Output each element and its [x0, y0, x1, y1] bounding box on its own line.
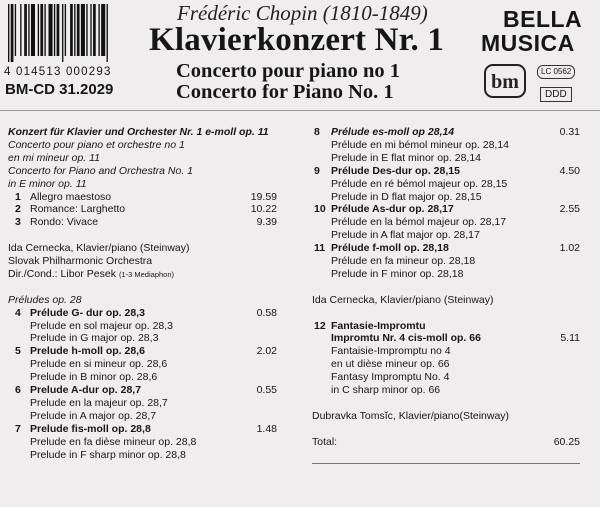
logo-text: bm	[491, 71, 519, 93]
track-line	[8, 255, 152, 268]
track-line	[30, 345, 145, 358]
track-text: Slovak Philharmonic Orchestra	[8, 255, 153, 267]
track-duration: 0.58	[256, 306, 277, 319]
track-line	[8, 139, 185, 152]
barcode-bar	[24, 4, 27, 56]
track-text: Prélude en la bémol majeur op. 28,17	[331, 216, 507, 229]
barcode-bar	[28, 4, 29, 56]
track-line	[30, 423, 151, 436]
track-text: Prelude in A flat major op. 28,17	[331, 229, 480, 242]
track-text: Impromtu Nr. 4 cis-moll op. 66	[331, 332, 481, 345]
track-duration: 4.50	[559, 164, 580, 177]
barcode-bar	[90, 4, 91, 56]
track-text: Prelude in E flat minor op. 28,14	[331, 151, 482, 164]
track-duration: 60.25	[553, 435, 580, 448]
track-text: in E minor op. 11	[8, 177, 87, 190]
track-duration: 0.55	[256, 384, 277, 396]
track-line	[331, 320, 426, 333]
barcode-bar	[98, 4, 99, 56]
track-line	[331, 165, 460, 178]
track-text: in C sharp minor op. 66	[331, 384, 441, 396]
track-line	[30, 332, 158, 345]
track-line	[331, 216, 506, 229]
track-line	[8, 268, 174, 281]
track-text: Concerto pour piano et orchestre no 1	[8, 138, 185, 151]
track-text: Ida Cernecka, Klavier/piano (Steinway)	[312, 293, 494, 306]
track-line	[30, 449, 186, 462]
barcode-bar	[49, 4, 53, 56]
track-text: Prélude en mi bémol mineur op. 28,14	[331, 138, 510, 151]
track-line	[331, 126, 454, 139]
brand-line-1: BELLA	[503, 6, 583, 32]
track-text: Fantasie-Impromtu	[331, 319, 426, 332]
track-text: Prélude G- dur op. 28,3	[30, 306, 145, 319]
track-line	[331, 255, 475, 268]
track-text: Prélude f-moll op. 28,18	[331, 242, 449, 255]
track-text: Allegro maestoso	[30, 190, 112, 203]
barcode-bar	[70, 4, 73, 56]
track-duration: 10.22	[250, 203, 277, 216]
track-line	[30, 371, 157, 384]
track-line	[8, 126, 269, 139]
track-line	[8, 178, 87, 191]
track-text: Prelude in F sharp minor op. 28,8	[30, 448, 186, 461]
track-line	[331, 358, 450, 371]
track-number: 8	[314, 126, 320, 138]
track-line	[30, 191, 111, 204]
track-text: Prelude in B minor op. 28,6	[30, 371, 158, 384]
track-line	[331, 332, 481, 345]
label-brand	[481, 7, 582, 55]
track-line	[30, 384, 141, 397]
track-line	[331, 152, 481, 165]
track-text: Prelude en si mineur op. 28,6	[30, 358, 168, 371]
track-line	[30, 216, 98, 229]
track-line	[30, 410, 156, 423]
track-line	[30, 397, 168, 410]
barcode-bar	[31, 4, 35, 56]
barcode-bar	[57, 4, 60, 56]
track-number: 11	[314, 242, 326, 255]
track-line	[8, 152, 100, 165]
subtitle-english: Concerto for Piano No. 1	[176, 81, 394, 103]
track-text: Prelude en sol majeur op. 28,3	[30, 319, 174, 332]
track-line	[8, 165, 193, 178]
track-number: 2	[15, 203, 21, 216]
track-line	[331, 139, 509, 152]
track-duration: 19.59	[250, 190, 277, 203]
track-text: Rondo: Vivace	[30, 216, 99, 229]
barcode-bar	[107, 4, 108, 62]
track-text: Prelude in G major op. 28,3	[30, 332, 159, 345]
track-line	[30, 320, 173, 333]
barcode-image	[8, 4, 140, 62]
brand-line-2: MUSICA	[481, 30, 575, 56]
header-divider	[0, 110, 600, 111]
track-duration: 2.02	[256, 345, 277, 358]
track-duration: 1.48	[256, 422, 277, 435]
album-title: Klavierkonzert Nr. 1	[149, 22, 445, 58]
track-text: Total:	[312, 435, 338, 448]
track-duration: 9.39	[256, 216, 277, 229]
barcode-bar	[62, 4, 63, 62]
track-number: 9	[314, 164, 320, 177]
barcode-bar	[20, 4, 21, 56]
track-line	[331, 203, 454, 216]
track-line	[331, 229, 480, 242]
barcode-bar	[74, 4, 75, 56]
track-number: 6	[15, 384, 21, 396]
source-note: (1-3 Mediaphon)	[118, 269, 174, 279]
track-number: 1	[15, 190, 21, 203]
barcode-bar	[54, 4, 55, 56]
track-duration: 1.02	[559, 242, 580, 255]
track-text: Prelude en fa dièse mineur op. 28,8	[30, 435, 197, 448]
barcode-bar	[101, 4, 105, 56]
barcode-bar	[40, 4, 43, 56]
subtitle-french: Concerto pour piano no 1	[176, 60, 401, 82]
track-number: 4	[15, 306, 21, 319]
barcode-bar	[77, 4, 80, 56]
track-text: Prélude en fa mineur op. 28,18	[331, 255, 476, 267]
composer-heading: Frédéric Chopin (1810-1849)	[177, 1, 428, 25]
track-text: Konzert für Klavier und Orchester Nr. 1 e-moll op. 11	[8, 126, 269, 138]
track-duration: 2.55	[559, 203, 580, 216]
track-line	[331, 345, 451, 358]
track-line	[331, 268, 464, 281]
barcode-bar	[15, 4, 16, 56]
track-text: Fantasy Impromptu No. 4	[331, 371, 450, 384]
track-number: 12	[314, 319, 326, 332]
track-line	[312, 294, 494, 307]
track-line	[30, 203, 125, 216]
track-text: Prelude h-moll op. 28,6	[30, 345, 145, 358]
track-line	[30, 436, 196, 449]
barcode-bar	[93, 4, 96, 56]
catalog-number: BM-CD 31.2029	[5, 81, 114, 98]
barcode-bar	[11, 4, 14, 62]
barcode-bar	[81, 4, 85, 56]
track-line	[331, 371, 449, 384]
track-line	[312, 410, 509, 423]
track-text: Fantaisie-Impromptu no 4	[331, 345, 451, 358]
barcode-bar	[86, 4, 87, 56]
bella-musica-logo-icon	[483, 63, 527, 99]
track-text: Prélude en ré bémol majeur op. 28,15	[331, 177, 508, 190]
track-number: 10	[314, 203, 326, 216]
track-text: Prélude es-moll op 28,14	[331, 126, 455, 138]
track-line	[331, 191, 482, 204]
track-text: Prelude fis-moll op. 28,8	[30, 422, 151, 435]
track-duration: 5.11	[560, 332, 580, 345]
barcode-bar	[44, 4, 45, 56]
track-text: Ida Cernecka, Klavier/piano (Steinway)	[8, 242, 190, 255]
track-text: Prelude in D flat major op. 28,15	[331, 190, 482, 203]
track-duration: 0.31	[559, 126, 580, 138]
track-line	[8, 294, 82, 307]
track-text: Concerto for Piano and Orchestra No. 1	[8, 164, 194, 177]
barcode-bar	[65, 4, 66, 56]
barcode-bar	[38, 4, 39, 56]
total-rule	[312, 463, 580, 464]
track-text: Prelude in A major op. 28,7	[30, 409, 157, 422]
track-text: Dubravka Tomsĭc, Klavier/piano(Steinway)	[312, 409, 510, 422]
label-code-badge: LC 0562	[537, 65, 575, 79]
track-text: Prélude Des-dur op. 28,15	[331, 164, 460, 177]
track-line	[331, 242, 449, 255]
track-line	[331, 384, 440, 397]
track-text: Prélude As-dur op. 28,17	[331, 203, 454, 216]
track-line	[8, 242, 190, 255]
barcode-digits: 4 014513 000293	[4, 66, 112, 78]
track-text: Dir./Cond.: Libor Pesek	[8, 267, 116, 280]
track-number: 7	[15, 422, 21, 435]
track-text: Prelude in F minor op. 28,18	[331, 267, 464, 280]
track-line	[331, 178, 507, 191]
track-text: en ut dièse mineur op. 66	[331, 358, 450, 371]
track-number: 3	[15, 216, 21, 229]
track-text: en mi mineur op. 11	[8, 151, 101, 164]
track-text: Romance: Larghetto	[30, 203, 126, 216]
track-line	[30, 358, 167, 371]
recording-code-badge: DDD	[540, 87, 572, 102]
track-text: Prelude A-dur op. 28,7	[30, 384, 142, 396]
barcode-bar	[8, 4, 9, 62]
track-text: Prelude en la majeur op. 28,7	[30, 396, 168, 409]
track-text: Préludes op. 28	[8, 293, 82, 306]
track-line	[30, 307, 145, 320]
track-number: 5	[15, 345, 21, 358]
track-line	[312, 436, 337, 449]
